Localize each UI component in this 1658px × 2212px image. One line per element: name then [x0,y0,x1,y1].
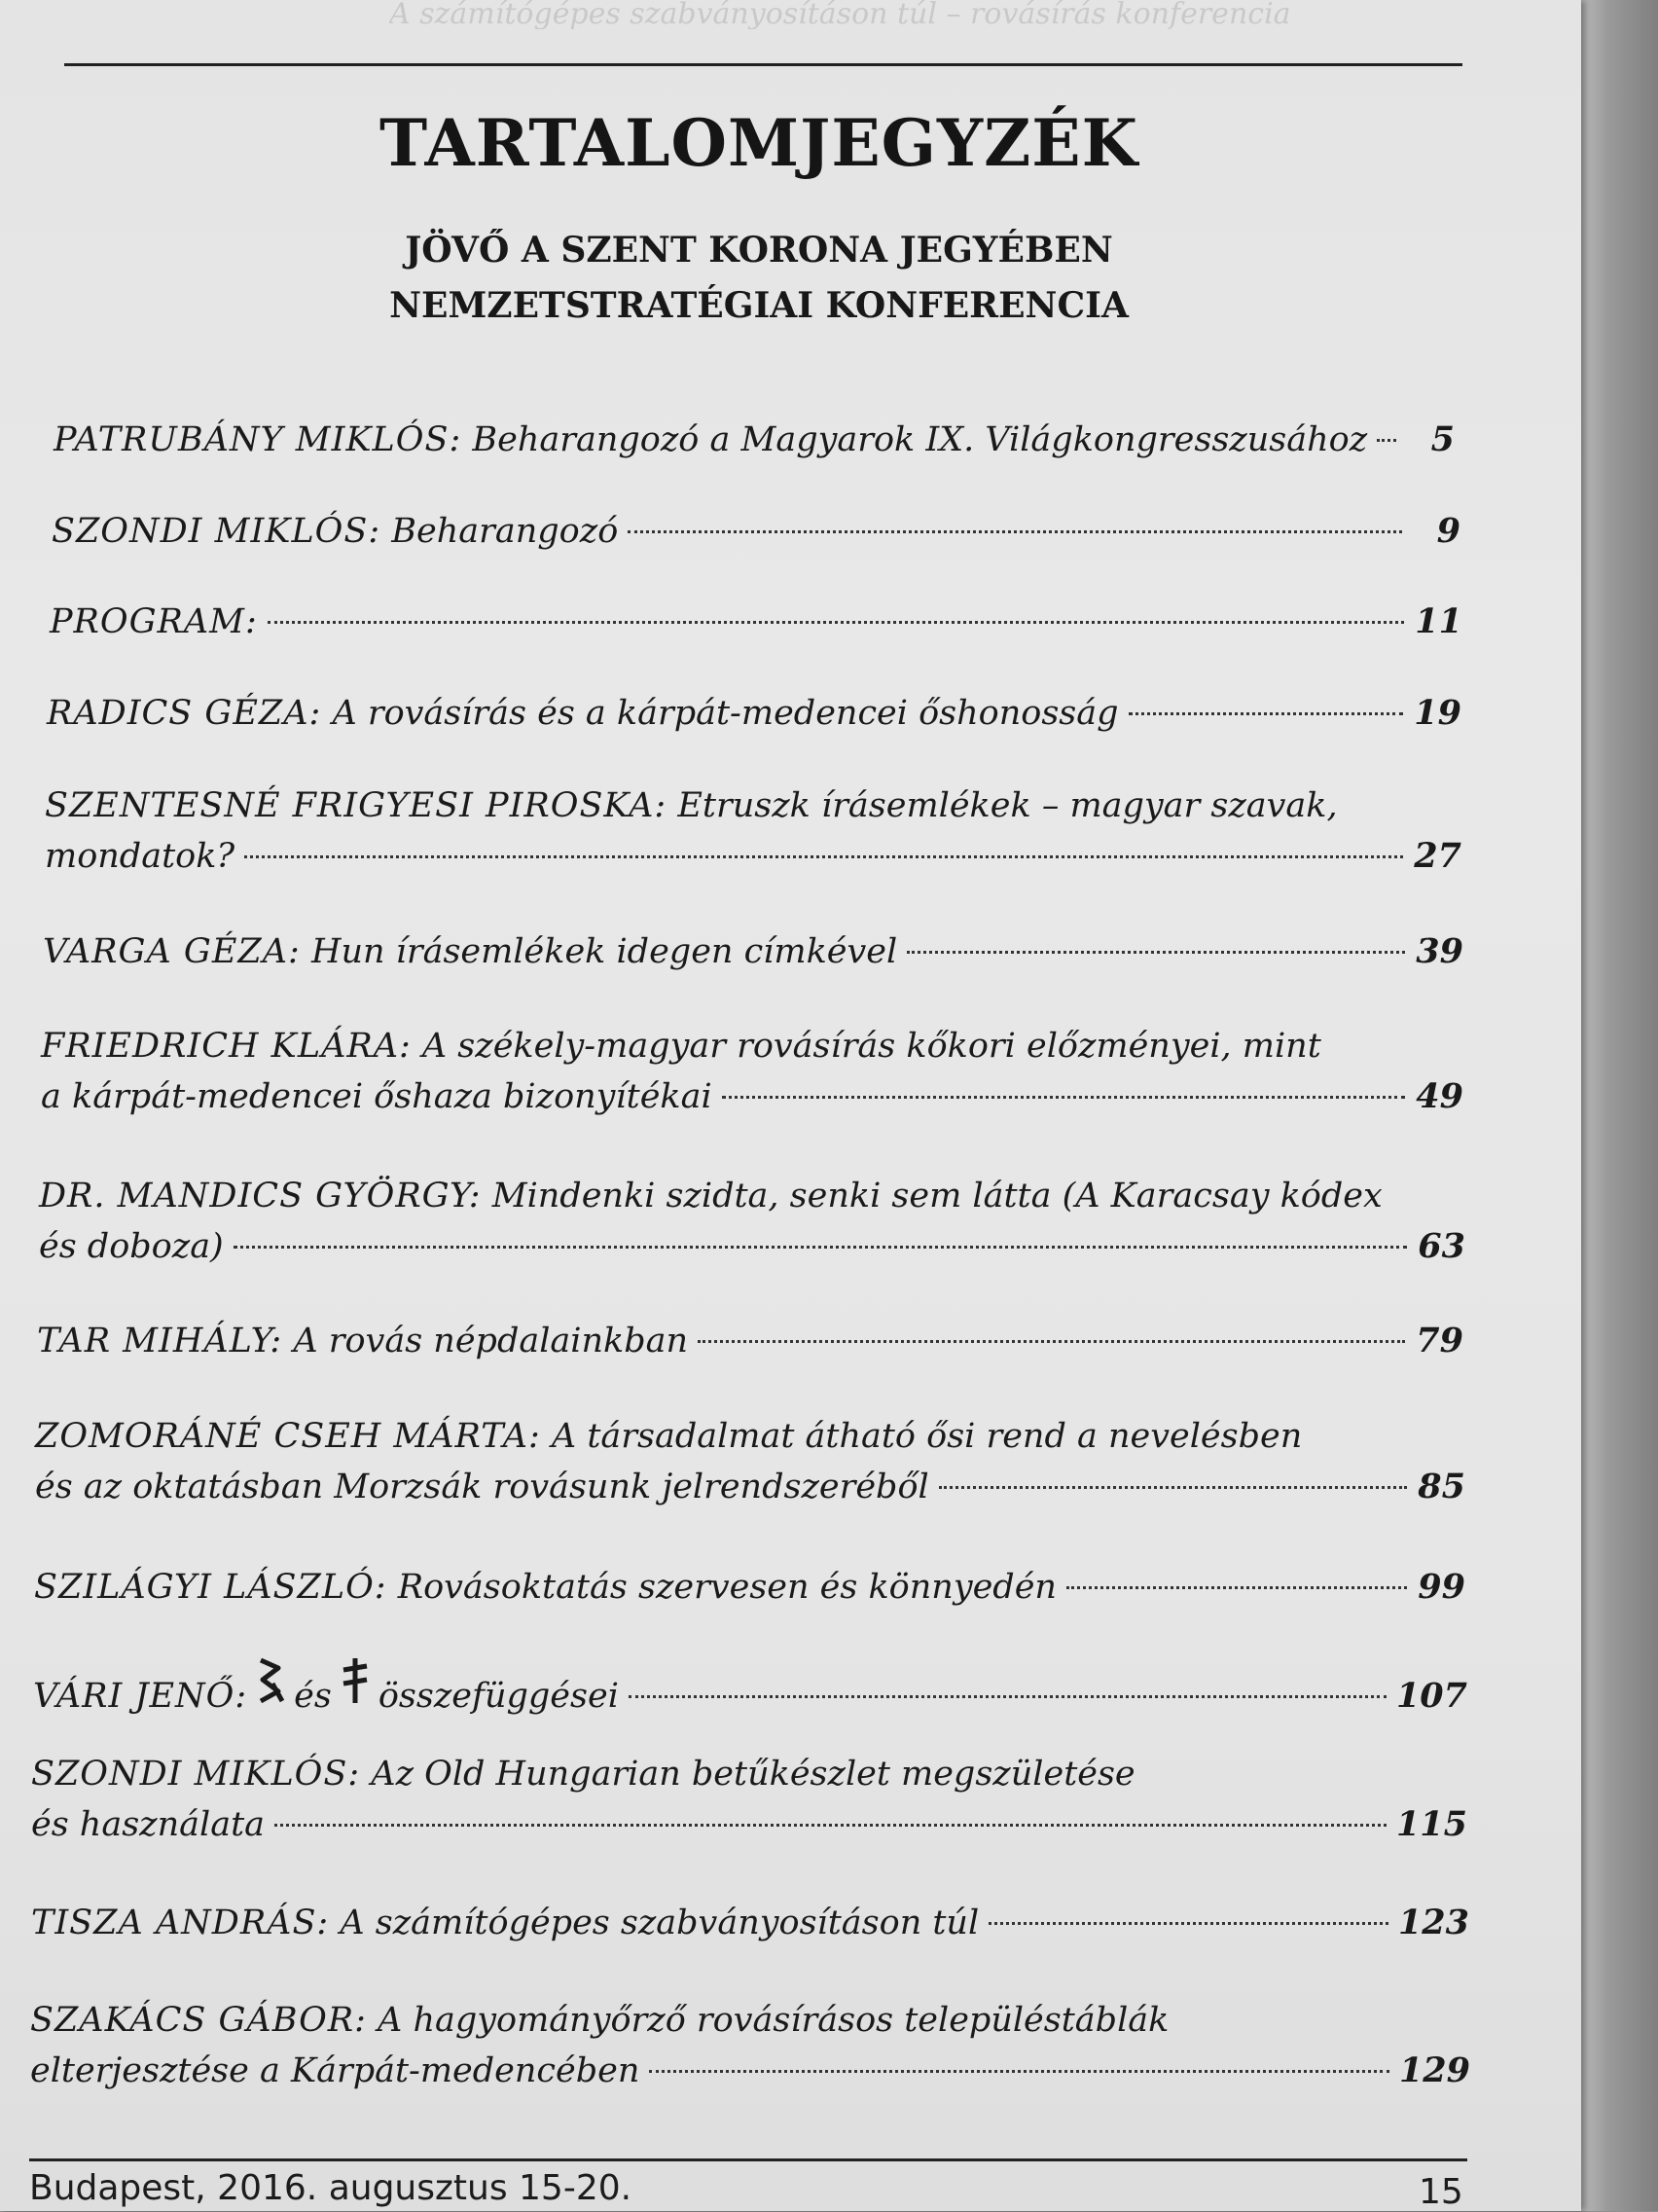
entry-page-number: 11 [1415,601,1462,641]
entry-page-number: 115 [1395,1804,1467,1844]
toc-entry [33,1654,1467,1722]
dot-leader [274,1824,1387,1827]
entry-title: A rovás népdalainkban [293,1322,689,1360]
entry-title: A hagyományőrző rovásírásos településtáblák [378,2001,1170,2040]
entry-page-number: 9 [1436,511,1460,551]
entry-author: PATRUBÁNY MIKLÓS: [54,420,462,459]
dot-leader [1377,439,1396,442]
entry-title: Az Old Hungarian betűkészlet megszületése [371,1755,1135,1794]
entry-title: és az oktatásban Morzsák rovásunk jelrendszeréből [35,1468,929,1506]
conference-title-line-2: NEMZETSTRATÉGIAI KONFERENCIA [389,285,1129,326]
dot-leader [234,1246,1407,1249]
bleed-through-text: A számítógépes szabványosításon túl – rovásírás konferencia [389,0,1291,29]
dot-leader [698,1340,1405,1343]
entry-title: A társadalmat átható ősi rend a nevelésben [551,1417,1303,1456]
rovas-rune-glyph-2-icon [338,1654,373,1707]
toc-entry [54,415,1455,465]
entry-page-number: 19 [1414,693,1461,733]
bottom-rule [29,2158,1467,2161]
dot-leader [268,621,1404,624]
toc-entry [43,926,1463,977]
toc-entry [52,506,1460,557]
toc-entry [41,1021,1463,1122]
entry-title: Rovásoktatás szervesen és könnyedén [397,1568,1057,1607]
entry-author: TISZA ANDRÁS: [31,1904,330,1942]
dot-leader [1066,1586,1407,1589]
entry-author: SZAKÁCS GÁBOR: [30,2001,367,2040]
entry-page-number: 49 [1416,1076,1463,1116]
toc-entry [47,688,1461,739]
entry-page-number: 99 [1418,1567,1465,1607]
entry-title: A számítógépes szabványosításon túl [340,1904,980,1942]
toc-entry [50,597,1462,647]
entry-author: SZILÁGYI LÁSZLÓ: [34,1568,387,1607]
entry-page-number: 5 [1430,419,1455,459]
entry-author: RADICS GÉZA: [47,694,322,733]
dot-leader [722,1096,1405,1099]
entry-author: SZENTESNÉ FRIGYESI PIROSKA: [45,786,667,825]
entry-title: összefüggései [378,1677,619,1716]
toc-entry [31,1749,1467,1850]
toc-entry [45,780,1461,882]
conference-title-line-1: JÖVŐ A SZENT KORONA JEGYÉBEN [405,230,1113,271]
footer-page-number: 15 [1419,2172,1463,2212]
entry-author: ZOMORÁNÉ CSEH MÁRTA: [35,1417,541,1456]
toc-entry [34,1562,1465,1613]
entry-page-number: 107 [1395,1676,1467,1716]
entry-title: a kárpát-medencei őshaza bizonyítékai [41,1077,712,1116]
entry-page-number: 27 [1414,836,1461,876]
entry-author: TAR MIHÁLY: [37,1322,283,1360]
entry-title: A székely-magyar rovásírás kőkori előzményei, mint [421,1027,1321,1066]
entry-author: VÁRI JENŐ: [33,1677,248,1716]
entry-title: mondatok? [45,837,235,876]
entry-page-number: 129 [1398,2050,1470,2090]
dot-leader [649,2070,1389,2073]
entry-title: Beharangozó a Magyarok IX. Világkongresszusához [472,420,1368,459]
dot-leader [629,1695,1387,1698]
background-edge [1581,0,1658,2211]
entry-title: A rovásírás és a kárpát-medencei őshonosság [332,694,1119,733]
dot-leader [989,1922,1388,1925]
entry-page-number: 123 [1397,1903,1469,1942]
rovas-rune-glyph-1-icon [253,1654,288,1707]
entry-author: SZONDI MIKLÓS: [31,1755,361,1794]
entry-title: és [294,1677,332,1716]
toc-entry [31,1898,1469,1948]
dot-leader [939,1486,1407,1489]
toc-entry [37,1316,1463,1366]
entry-author: SZONDI MIKLÓS: [52,512,381,551]
entry-title: Mindenki szidta, senki sem látta (A Karacsay kódex [491,1177,1383,1215]
dot-leader [1129,712,1403,715]
toc-entry [35,1411,1465,1512]
entry-title: és doboza) [39,1227,224,1266]
page-title: TARTALOMJEGYZÉK [379,105,1138,181]
entry-title: Etruszk írásemlékek – magyar szavak, [677,786,1338,825]
dot-leader [244,855,1403,858]
toc-entry [39,1171,1465,1272]
entry-author: FRIEDRICH KLÁRA: [41,1027,412,1066]
entry-page-number: 63 [1418,1226,1465,1266]
entry-title: Hun írásemlékek idegen címkével [310,932,898,971]
entry-page-number: 85 [1418,1467,1465,1506]
dot-leader [907,951,1405,954]
entry-author: VARGA GÉZA: [43,932,301,971]
dot-leader [628,530,1402,533]
entry-title: és használata [31,1805,266,1844]
toc-entry [30,1995,1470,2096]
entry-author: PROGRAM: [50,602,258,641]
entry-title: elterjesztése a Kárpát-medencében [30,2051,640,2090]
entry-title: Beharangozó [391,512,619,551]
footer-place-date: Budapest, 2016. augusztus 15-20. [29,2168,632,2208]
entry-author: DR. MANDICS GYÖRGY: [39,1177,482,1215]
entry-page-number: 79 [1416,1321,1463,1360]
entry-page-number: 39 [1416,931,1463,971]
